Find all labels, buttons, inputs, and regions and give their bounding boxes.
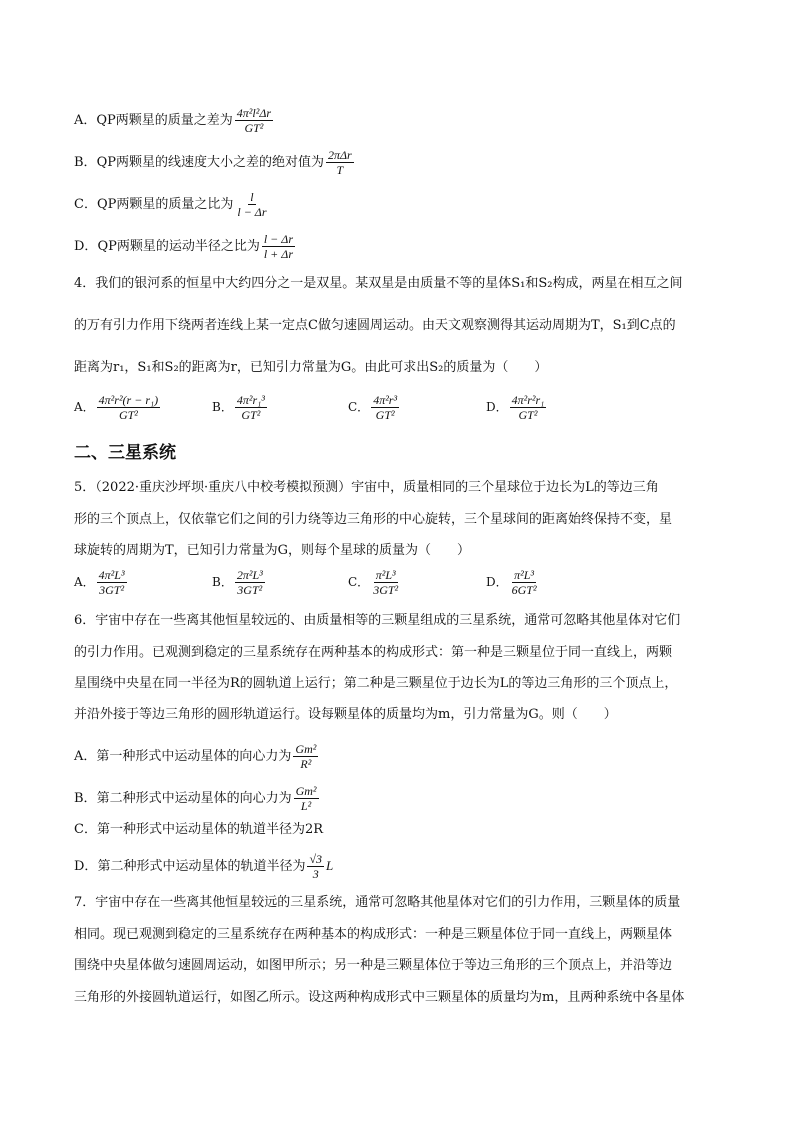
fraction — [97, 568, 127, 597]
denominator: GT² — [118, 408, 138, 422]
option-label: A． — [74, 575, 95, 589]
fraction — [371, 393, 399, 422]
option-text: 第一种形式中运动星体的向心力为 — [96, 749, 292, 764]
q6-option-c — [74, 822, 323, 838]
option-text: QP两颗星的质量之差为 — [96, 113, 233, 128]
denominator: L² — [300, 799, 312, 813]
denominator: 3GT² — [373, 583, 399, 597]
option-text: 第二种形式中运动星体的向心力为 — [96, 791, 292, 806]
option-label: D． — [74, 239, 98, 254]
q6-line-1: 6．宇宙中存在一些离其他恒星较远的、由质量相等的三颗星组成的三星系统，通常可忽略其他星体对它们 — [74, 613, 681, 628]
q5-option-d — [486, 568, 541, 597]
option-text: QP两颗星的线速度大小之差的绝对值为 — [96, 155, 324, 170]
option-text: QP两颗星的质量之比为 — [96, 197, 234, 212]
q5-option-c — [348, 568, 402, 597]
option-label: B． — [74, 155, 97, 170]
fraction — [235, 106, 273, 135]
numerator: 2πΔr — [327, 148, 352, 162]
numerator: 4π²r²r₁ — [511, 393, 545, 407]
fraction — [307, 852, 324, 881]
numerator: Gm² — [295, 742, 317, 756]
q6-line-2: 的引力作用。已观测到稳定的三星系统存在两种基本的构成形式：第一种是三颗星位于同一直线上，两颗 — [74, 645, 673, 660]
option-text: 第二种形式中运动星体的轨道半径为 — [97, 859, 306, 874]
fraction — [293, 742, 318, 771]
q5-option-b — [212, 568, 267, 597]
q6-option-a — [74, 742, 320, 771]
fraction — [235, 393, 267, 422]
fraction — [326, 148, 354, 177]
q3-option-a — [74, 106, 275, 135]
option-label: C． — [74, 822, 97, 837]
numerator: 2π²L³ — [236, 568, 263, 582]
q4-option-b — [212, 393, 269, 422]
option-label: A． — [74, 749, 97, 764]
denominator: GT² — [375, 408, 395, 422]
q4-option-d — [486, 393, 548, 422]
q4-option-a — [74, 393, 162, 422]
option-text: 第一种形式中运动星体的轨道半径为2R — [96, 822, 324, 837]
option-label: D． — [486, 575, 508, 589]
q7-line-1: 7．宇宙中存在一些离其他恒星较远的三星系统，通常可忽略其他星体对它们的引力作用，三颗星体的质量 — [74, 895, 681, 910]
q5-line-2: 形的三个顶点上，仅依靠它们之间的引力绕等边三角形的中心旋转，三个星球间的距离始终保持不变，星 — [74, 512, 673, 527]
q4-line-3: 距离为r₁，S₁和S₂的距离为r，已知引力常量为G。由此可求出S₂的质量为（ ） — [74, 360, 548, 375]
denominator: 3 — [312, 867, 319, 881]
denominator: GT² — [244, 121, 264, 135]
q3-option-d — [74, 232, 297, 261]
numerator: l — [250, 190, 254, 204]
denominator: T — [336, 163, 344, 177]
denominator: GT² — [241, 408, 261, 422]
denominator: R² — [300, 757, 312, 771]
option-label: A． — [74, 113, 97, 128]
option-text: QP两颗星的运动半径之比为 — [97, 239, 260, 254]
option-label: B． — [212, 575, 233, 589]
option-label: C． — [348, 575, 370, 589]
option-label: C． — [348, 400, 370, 414]
denominator: GT² — [518, 408, 538, 422]
option-label: D． — [74, 859, 98, 874]
q3-option-b — [74, 148, 356, 177]
numerator: 4π²r²(r − r₁) — [98, 393, 159, 407]
q3-option-c — [74, 190, 271, 219]
q6-line-3: 星围绕中央星在同一半径为R的圆轨道上运行；第二种是三颗星位于边长为L的等边三角形的三个顶点上， — [74, 676, 678, 691]
numerator: π²L³ — [514, 568, 535, 582]
option-label: C． — [74, 197, 97, 212]
q5-option-a — [74, 568, 129, 597]
section-title: 二、三星系统 — [74, 443, 176, 463]
numerator: 4π²r³ — [373, 393, 398, 407]
denominator: 3GT² — [237, 583, 263, 597]
fraction — [97, 393, 160, 422]
fraction — [294, 784, 319, 813]
fraction — [510, 568, 539, 597]
denominator: 3GT² — [99, 583, 125, 597]
fraction — [262, 232, 295, 261]
option-label: B． — [74, 791, 97, 806]
option-label: A． — [74, 400, 95, 414]
numerator: 4π²L³ — [98, 568, 125, 582]
numerator: l − Δr — [263, 232, 293, 246]
fraction — [235, 568, 265, 597]
numerator: 4π²r₁³ — [236, 393, 265, 407]
fraction — [235, 190, 268, 219]
q6-line-4: 并沿外接于等边三角形的圆形轨道运行。设每颗星体的质量均为m，引力常量为G。则（ ） — [74, 707, 617, 722]
q6-option-d — [74, 852, 333, 881]
q7-line-4: 三角形的外接圆轨道运行，如图乙所示。设这两种构成形式中三颗星体的质量均为m，且两种系统中各星体 — [74, 990, 685, 1005]
q4-option-c — [348, 393, 401, 422]
option-suffix: L — [326, 858, 334, 873]
q7-line-3: 围绕中央星体做匀速圆周运动，如图甲所示；另一种是三颗星体位于等边三角形的三个顶点上，并沿等边 — [74, 958, 673, 973]
option-label: B． — [212, 400, 233, 414]
q4-line-2: 的万有引力作用下绕两者连线上某一定点C做匀速圆周运动。由天文观察测得其运动周期为T，S₁到C点的 — [74, 318, 676, 333]
q5-line-1: 5．（2022·重庆沙坪坝·重庆八中校考模拟预测）宇宙中，质量相同的三个星球位于边长为L的等边三角 — [74, 480, 659, 495]
q5-line-3: 球旋转的周期为T，已知引力常量为G，则每个星球的质量为（ ） — [74, 543, 471, 558]
denominator: l − Δr — [237, 205, 267, 219]
numerator: 4π²l²Δr — [236, 106, 272, 120]
denominator: l + Δr — [263, 247, 293, 261]
q6-option-b — [74, 784, 321, 813]
option-label: D． — [486, 400, 508, 414]
fraction — [510, 393, 547, 422]
fraction — [371, 568, 400, 597]
q4-line-1: 4．我们的银河系的恒星中大约四分之一是双星。某双星是由质量不等的星体S₁和S₂构成，两星在相互之间 — [74, 276, 683, 291]
numerator: √3 — [309, 852, 323, 866]
q7-line-2: 相同。现已观测到稳定的三星系统存在两种基本的构成形式：一种是三颗星体位于同一直线上，两颗星体 — [74, 927, 673, 942]
numerator: Gm² — [295, 784, 317, 798]
denominator: 6GT² — [511, 583, 537, 597]
numerator: π²L³ — [375, 568, 396, 582]
